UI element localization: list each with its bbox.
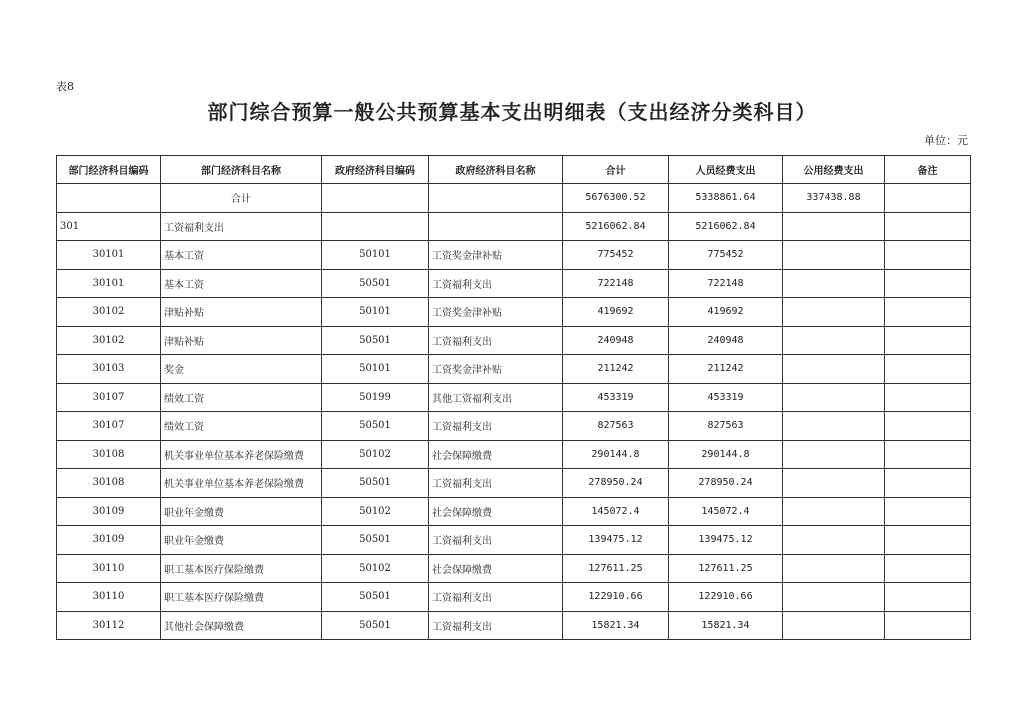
- cell-dept-code: 30107: [57, 383, 161, 412]
- cell-public: [783, 526, 885, 555]
- cell-note: [885, 611, 971, 640]
- cell-total: 775452: [563, 241, 669, 270]
- cell-gov-code: 50501: [322, 412, 429, 441]
- cell-note: [885, 184, 971, 213]
- cell-public: [783, 583, 885, 612]
- table-row: [57, 583, 971, 612]
- cell-total: 419692: [563, 298, 669, 327]
- cell-dept-name: 职业年金缴费: [161, 497, 322, 526]
- table-row: [57, 269, 971, 298]
- cell-gov-code: 50101: [322, 241, 429, 270]
- cell-gov-name: 社会保障缴费: [429, 440, 563, 469]
- table-row: [57, 611, 971, 640]
- cell-note: [885, 241, 971, 270]
- cell-total: 211242: [563, 355, 669, 384]
- cell-total: 827563: [563, 412, 669, 441]
- cell-dept-name: 职业年金缴费: [161, 526, 322, 555]
- cell-gov-code: 50501: [322, 326, 429, 355]
- cell-dept-code: 30101: [57, 269, 161, 298]
- cell-gov-name: [429, 212, 563, 241]
- cell-personnel: 5216062.84: [669, 212, 783, 241]
- cell-gov-code: 50501: [322, 526, 429, 555]
- cell-gov-code: 50501: [322, 583, 429, 612]
- table-label: 表8: [56, 80, 74, 93]
- cell-gov-code: [322, 212, 429, 241]
- cell-public: [783, 269, 885, 298]
- cell-dept-code: 30102: [57, 298, 161, 327]
- cell-note: [885, 298, 971, 327]
- cell-note: [885, 326, 971, 355]
- cell-total: 127611.25: [563, 554, 669, 583]
- cell-personnel: 453319: [669, 383, 783, 412]
- cell-total: 240948: [563, 326, 669, 355]
- cell-gov-code: [322, 184, 429, 213]
- cell-dept-code: 30110: [57, 554, 161, 583]
- cell-gov-name: [429, 184, 563, 213]
- cell-dept-code: 30110: [57, 583, 161, 612]
- cell-note: [885, 412, 971, 441]
- table-row: [57, 440, 971, 469]
- cell-note: [885, 355, 971, 384]
- cell-personnel: 139475.12: [669, 526, 783, 555]
- cell-gov-name: 社会保障缴费: [429, 497, 563, 526]
- cell-total: 722148: [563, 269, 669, 298]
- cell-dept-name: 工资福利支出: [161, 212, 322, 241]
- cell-personnel: 722148: [669, 269, 783, 298]
- cell-note: [885, 269, 971, 298]
- header-row: [57, 156, 971, 184]
- cell-total: 122910.66: [563, 583, 669, 612]
- cell-note: [885, 212, 971, 241]
- cell-dept-code: 30108: [57, 440, 161, 469]
- cell-dept-name: 绩效工资: [161, 383, 322, 412]
- cell-personnel: 290144.8: [669, 440, 783, 469]
- cell-public: [783, 554, 885, 583]
- cell-public: 337438.88: [783, 184, 885, 213]
- cell-note: [885, 526, 971, 555]
- cell-dept-name: 绩效工资: [161, 412, 322, 441]
- cell-gov-name: 工资奖金津补贴: [429, 298, 563, 327]
- cell-personnel: 240948: [669, 326, 783, 355]
- cell-gov-name: 工资奖金津补贴: [429, 355, 563, 384]
- cell-gov-code: 50501: [322, 611, 429, 640]
- cell-gov-name: 工资福利支出: [429, 412, 563, 441]
- table-row: [57, 355, 971, 384]
- cell-dept-name: 津贴补贴: [161, 298, 322, 327]
- cell-dept-code: 301: [57, 212, 161, 241]
- cell-dept-name: 奖金: [161, 355, 322, 384]
- cell-public: [783, 611, 885, 640]
- cell-gov-code: 50102: [322, 497, 429, 526]
- cell-public: [783, 212, 885, 241]
- cell-gov-code: 50101: [322, 298, 429, 327]
- cell-dept-code: 30102: [57, 326, 161, 355]
- budget-table: [56, 155, 971, 640]
- cell-personnel: 211242: [669, 355, 783, 384]
- cell-dept-name: 机关事业单位基本养老保险缴费: [161, 440, 322, 469]
- cell-note: [885, 469, 971, 498]
- cell-gov-code: 50501: [322, 469, 429, 498]
- cell-personnel: 127611.25: [669, 554, 783, 583]
- cell-gov-name: 其他工资福利支出: [429, 383, 563, 412]
- table-row: [57, 326, 971, 355]
- header-gov-code: 政府经济科目编码: [322, 156, 429, 184]
- header-note: 备注: [885, 156, 971, 184]
- cell-total: 5216062.84: [563, 212, 669, 241]
- cell-public: [783, 241, 885, 270]
- cell-dept-name: 职工基本医疗保险缴费: [161, 583, 322, 612]
- table-row: [57, 212, 971, 241]
- cell-public: [783, 298, 885, 327]
- cell-dept-name: 基本工资: [161, 241, 322, 270]
- cell-note: [885, 497, 971, 526]
- page-title: 部门综合预算一般公共预算基本支出明细表（支出经济分类科目）: [207, 100, 817, 124]
- header-total: 合计: [563, 156, 669, 184]
- cell-total: 145072.4: [563, 497, 669, 526]
- cell-personnel: 15821.34: [669, 611, 783, 640]
- cell-dept-code: 30108: [57, 469, 161, 498]
- cell-public: [783, 383, 885, 412]
- cell-note: [885, 383, 971, 412]
- table-row: [57, 526, 971, 555]
- cell-gov-name: 工资福利支出: [429, 611, 563, 640]
- cell-note: [885, 554, 971, 583]
- cell-personnel: 827563: [669, 412, 783, 441]
- cell-public: [783, 355, 885, 384]
- cell-dept-name: 机关事业单位基本养老保险缴费: [161, 469, 322, 498]
- cell-gov-code: 50199: [322, 383, 429, 412]
- cell-note: [885, 583, 971, 612]
- cell-gov-name: 工资福利支出: [429, 269, 563, 298]
- cell-total: 5676300.52: [563, 184, 669, 213]
- total-row: [57, 184, 971, 213]
- cell-total: 453319: [563, 383, 669, 412]
- header-personnel: 人员经费支出: [669, 156, 783, 184]
- header-public: 公用经费支出: [783, 156, 885, 184]
- cell-public: [783, 412, 885, 441]
- cell-gov-name: 工资福利支出: [429, 469, 563, 498]
- cell-gov-code: 50102: [322, 440, 429, 469]
- cell-total: 15821.34: [563, 611, 669, 640]
- cell-dept-code: 30103: [57, 355, 161, 384]
- cell-dept-code: 30112: [57, 611, 161, 640]
- cell-dept-name: 其他社会保障缴费: [161, 611, 322, 640]
- cell-total: 290144.8: [563, 440, 669, 469]
- table-row: [57, 412, 971, 441]
- cell-dept-code: 30109: [57, 526, 161, 555]
- cell-gov-code: 50101: [322, 355, 429, 384]
- cell-personnel: 5338861.64: [669, 184, 783, 213]
- table-row: [57, 383, 971, 412]
- cell-personnel: 775452: [669, 241, 783, 270]
- cell-total: 139475.12: [563, 526, 669, 555]
- cell-personnel: 145072.4: [669, 497, 783, 526]
- cell-gov-name: 社会保障缴费: [429, 554, 563, 583]
- cell-total: 278950.24: [563, 469, 669, 498]
- table-row: [57, 298, 971, 327]
- cell-public: [783, 469, 885, 498]
- cell-dept-code: 30107: [57, 412, 161, 441]
- header-dept-name: 部门经济科目名称: [161, 156, 322, 184]
- header-gov-name: 政府经济科目名称: [429, 156, 563, 184]
- table-row: [57, 241, 971, 270]
- cell-note: [885, 440, 971, 469]
- cell-gov-code: 50102: [322, 554, 429, 583]
- cell-dept-name: 合计: [161, 184, 322, 213]
- cell-gov-name: 工资福利支出: [429, 326, 563, 355]
- cell-dept-code: 30109: [57, 497, 161, 526]
- cell-gov-name: 工资奖金津补贴: [429, 241, 563, 270]
- cell-gov-code: 50501: [322, 269, 429, 298]
- cell-gov-name: 工资福利支出: [429, 526, 563, 555]
- cell-personnel: 278950.24: [669, 469, 783, 498]
- cell-dept-code: [57, 184, 161, 213]
- cell-personnel: 419692: [669, 298, 783, 327]
- cell-public: [783, 326, 885, 355]
- cell-dept-code: 30101: [57, 241, 161, 270]
- cell-gov-name: 工资福利支出: [429, 583, 563, 612]
- unit-label: 单位：元: [924, 134, 968, 147]
- table-row: [57, 497, 971, 526]
- table-row: [57, 469, 971, 498]
- cell-dept-name: 基本工资: [161, 269, 322, 298]
- cell-personnel: 122910.66: [669, 583, 783, 612]
- cell-dept-name: 津贴补贴: [161, 326, 322, 355]
- cell-dept-name: 职工基本医疗保险缴费: [161, 554, 322, 583]
- cell-public: [783, 497, 885, 526]
- table-row: [57, 554, 971, 583]
- cell-public: [783, 440, 885, 469]
- header-dept-code: 部门经济科目编码: [57, 156, 161, 184]
